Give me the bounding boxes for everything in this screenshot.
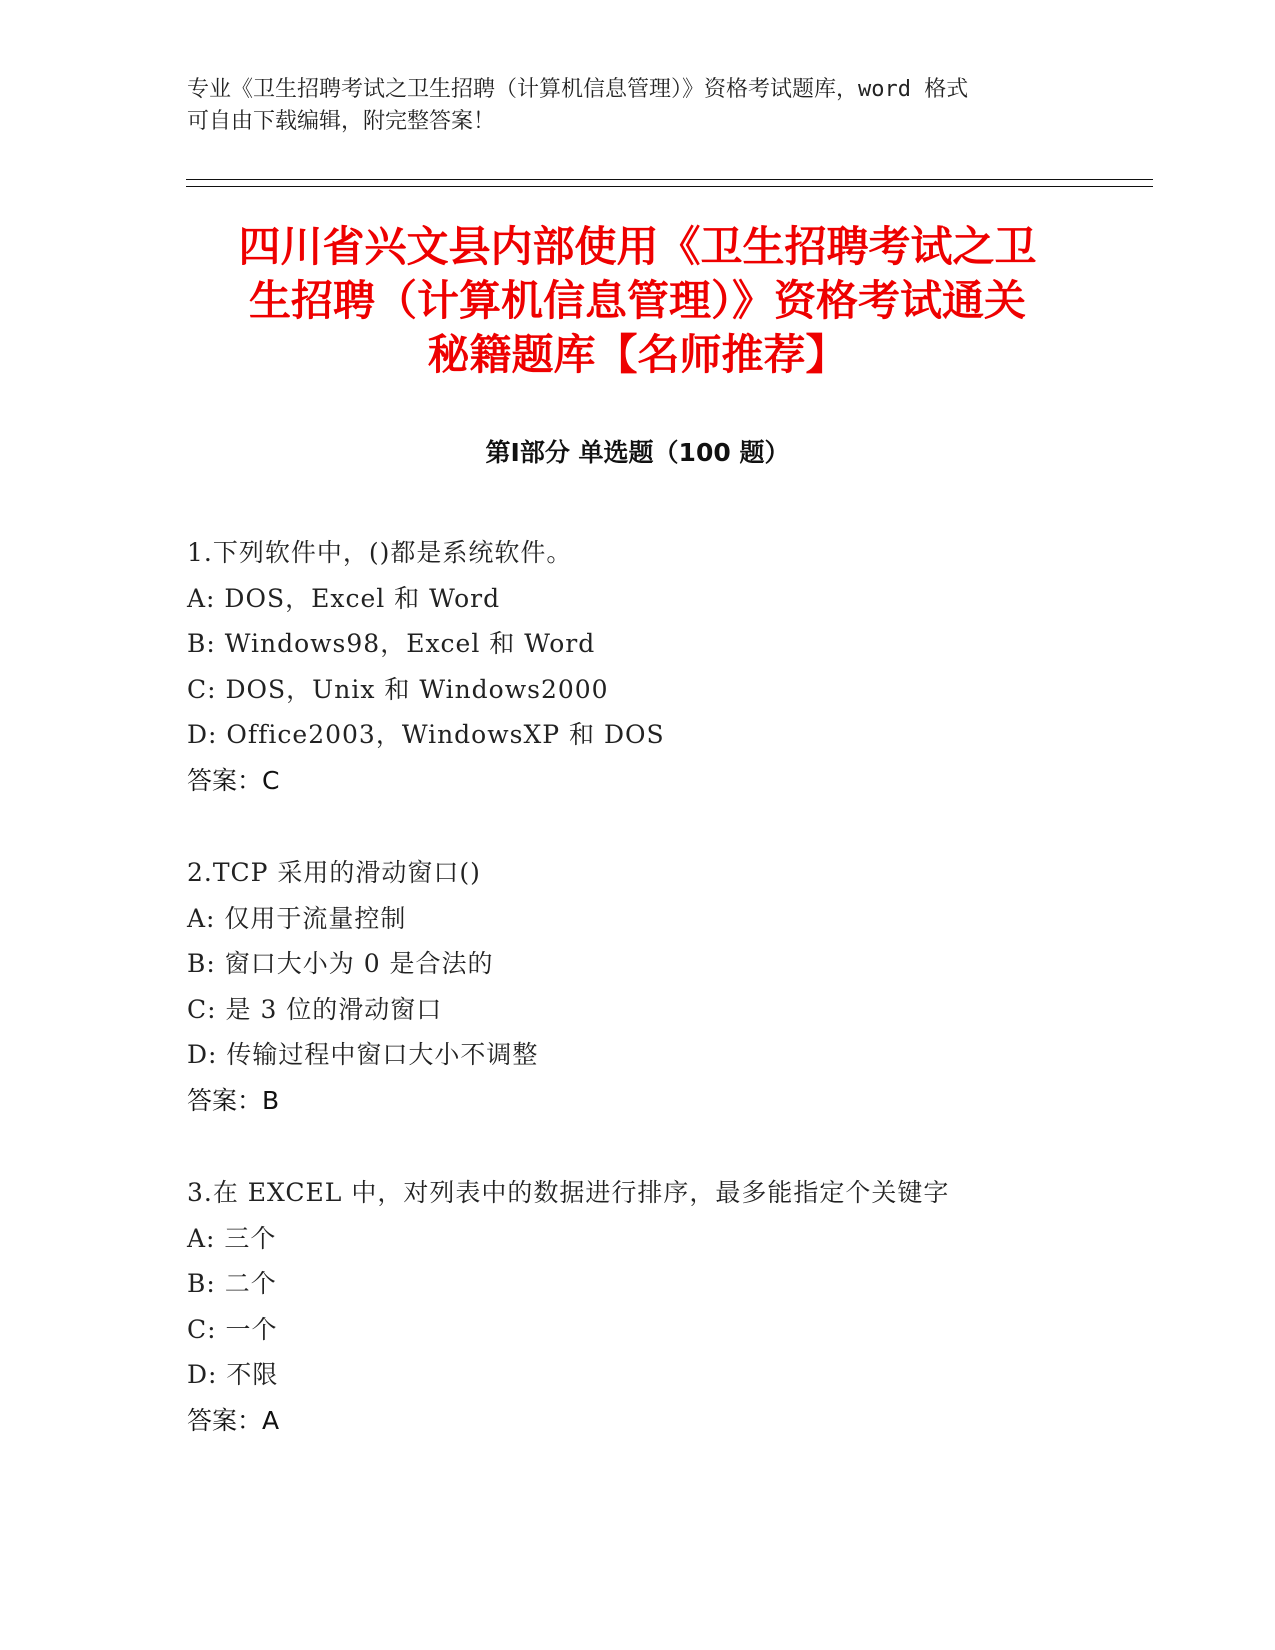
answer-line: 答案：B — [187, 1085, 280, 1115]
document-title-line-1: 四川省兴文县内部使用《卫生招聘考试之卫 — [238, 222, 1037, 271]
header-divider-top — [186, 179, 1153, 180]
answer-line: 答案：A — [187, 1405, 280, 1435]
question-block — [187, 850, 1087, 1123]
question-stem: 1.下列软件中，()都是系统软件。 — [187, 538, 573, 567]
document-title — [190, 220, 1085, 382]
question-block — [187, 1170, 1087, 1443]
option-b: B: Windows98，Excel 和 Word — [187, 629, 596, 658]
option-a: A: 三个 — [187, 1223, 277, 1253]
option-a: A: 仅用于流量控制 — [187, 903, 407, 933]
option-c: C: 是 3 位的滑动窗口 — [187, 994, 443, 1024]
header-note — [187, 74, 1067, 138]
header-divider-bottom — [186, 186, 1153, 187]
question-stem: 3.在 EXCEL 中，对列表中的数据进行排序，最多能指定个关键字 — [187, 1178, 950, 1207]
section-title: 第Ⅰ部分 单选题（100 题） — [485, 438, 790, 467]
question-block — [187, 530, 1087, 803]
option-c: C: DOS，Unix 和 Windows2000 — [187, 674, 609, 704]
option-d: D: 不限 — [187, 1360, 279, 1389]
option-d: D: 传输过程中窗口大小不调整 — [187, 1040, 539, 1069]
answer-line: 答案：C — [187, 765, 280, 795]
document-title-line-3: 秘籍题库【名师推荐】 — [427, 330, 848, 379]
document-title-line-2: 生招聘（计算机信息管理）》资格考试通关 — [248, 276, 1026, 325]
header-note-line-2: 可自由下载编辑，附完整答案！ — [187, 109, 496, 134]
question-stem: 2.TCP 采用的滑动窗口() — [187, 858, 481, 887]
option-b: B: 二个 — [187, 1269, 277, 1298]
option-a: A: DOS，Excel 和 Word — [187, 583, 501, 613]
header-note-line-1: 专业《卫生招聘考试之卫生招聘（计算机信息管理）》资格考试题库，word 格式 — [187, 77, 969, 102]
option-b: B: 窗口大小为 0 是合法的 — [187, 949, 494, 978]
option-d: D: Office2003，WindowsXP 和 DOS — [187, 720, 665, 749]
option-c: C: 一个 — [187, 1314, 278, 1344]
